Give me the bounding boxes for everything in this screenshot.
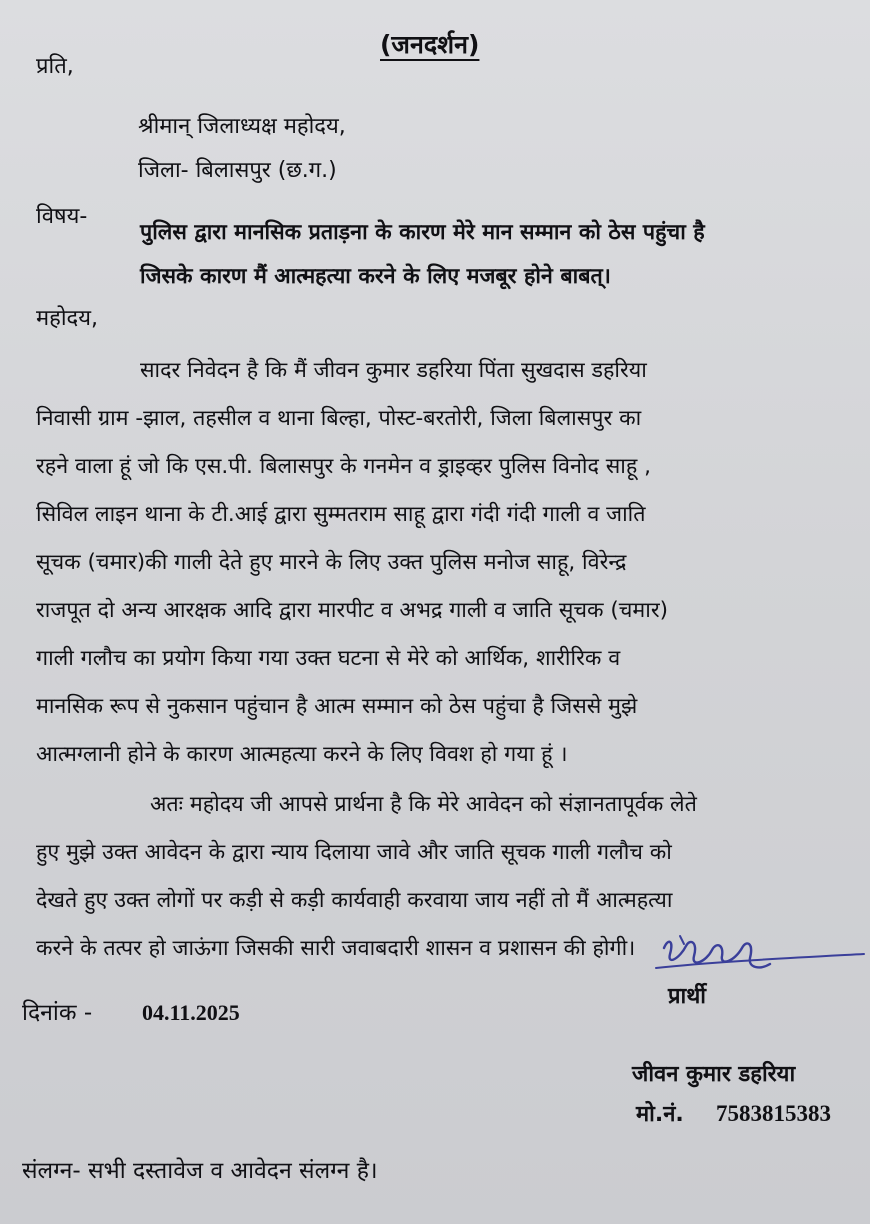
signature-scribble-icon <box>650 928 870 988</box>
enclosure-note: संलग्न- सभी दस्तावेज व आवेदन संलग्न है। <box>22 1158 378 1184</box>
date-value: 04.11.2025 <box>142 1000 240 1025</box>
greeting: महोदय, <box>36 306 98 331</box>
body-line: देखते हुए उक्त लोगों पर कड़ी से कड़ी कार्यवाही करवाया जाय नहीं तो मैं आत्महत्या <box>36 888 673 913</box>
handwritten-signature <box>650 928 870 988</box>
applicant-name: जीवन कुमार डहरिया <box>632 1062 796 1087</box>
date-label: दिनांक - <box>22 1000 93 1026</box>
salutation-to: प्रति, <box>36 54 74 79</box>
body-line: सिविल लाइन थाना के टी.आई द्वारा सुम्मतराम साहू द्वारा गंदी गंदी गाली व जाति <box>36 502 646 527</box>
body-line: हुए मुझे उक्त आवेदन के द्वारा न्याय दिलाया जावे और जाति सूचक गाली गलौच को <box>36 840 672 865</box>
mobile-label: मो.नं. <box>636 1102 684 1127</box>
recipient-line-1: श्रीमान् जिलाध्यक्ष महोदय, <box>138 114 346 139</box>
signature-label: प्रार्थी <box>668 984 706 1009</box>
letter-heading: (जनदर्शन) <box>380 30 480 59</box>
subject-label: विषय- <box>36 204 88 229</box>
body-line: आत्मग्लानी होने के कारण आत्महत्या करने के लिए विवश हो गया हूं । <box>36 742 568 767</box>
body-line: निवासी ग्राम -झाल, तहसील व थाना बिल्हा, पोस्ट-बरतोरी, जिला बिलासपुर का <box>36 406 642 431</box>
mobile-number: 7583815383 <box>716 1101 831 1126</box>
body-line: रहने वाला हूं जो कि एस.पी. बिलासपुर के गनमेन व ड्राइव्हर पुलिस विनोद साहू , <box>36 454 651 479</box>
body-line: मानसिक रूप से नुकसान पहुंचान है आत्म सम्मान को ठेस पहुंचा है जिससे मुझे <box>36 694 638 719</box>
body-line: गाली गलौच का प्रयोग किया गया उक्त घटना से मेरे को आर्थिक, शारीरिक व <box>36 646 621 671</box>
body-line: अतः महोदय जी आपसे प्रार्थना है कि मेरे आवेदन को संज्ञानतापूर्वक लेते <box>150 792 697 817</box>
subject-line-2: जिसके कारण मैं आत्महत्या करने के लिए मजबूर होने बाबत्। <box>140 264 611 289</box>
recipient-line-2: जिला- बिलासपुर (छ.ग.) <box>138 158 337 183</box>
body-line: करने के तत्पर हो जाऊंगा जिसकी सारी जवाबदारी शासन व प्रशासन की होगी। <box>36 936 636 961</box>
body-line: सूचक (चमार)की गाली देते हुए मारने के लिए उक्त पुलिस मनोज साहू, विरेन्द्र <box>36 550 627 575</box>
body-line: सादर निवेदन है कि मैं जीवन कुमार डहरिया पिंता सुखदास डहरिया <box>140 358 647 383</box>
subject-line-1: पुलिस द्वारा मानसिक प्रताड़ना के कारण मेरे मान सम्मान को ठेस पहुंचा है <box>140 220 705 245</box>
body-line: राजपूत दो अन्य आरक्षक आदि द्वारा मारपीट व अभद्र गाली व जाति सूचक (चमार) <box>36 598 669 623</box>
